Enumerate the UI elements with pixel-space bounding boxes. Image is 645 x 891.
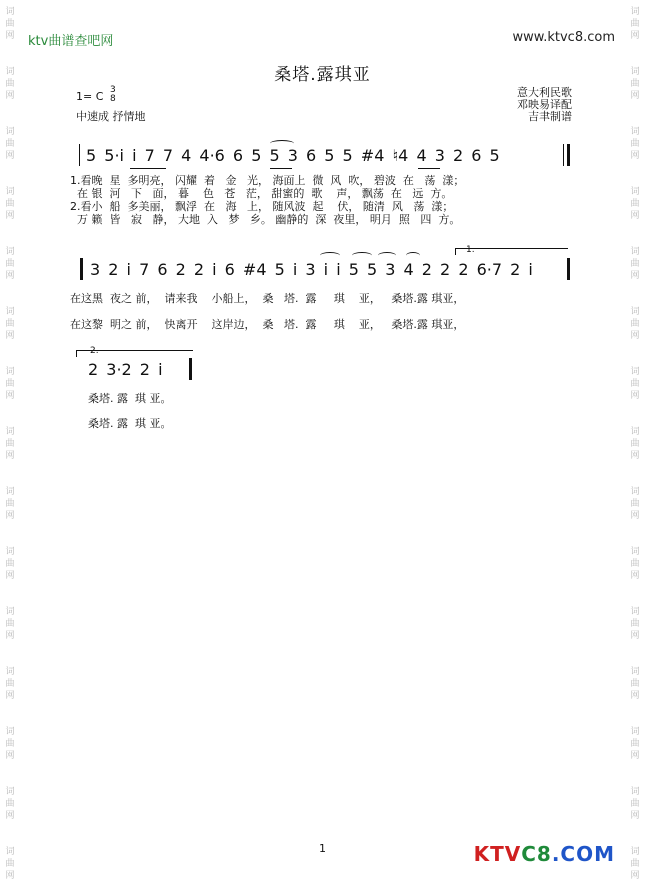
time-signature <box>110 86 116 104</box>
logo-part-ktv: KTV <box>473 842 522 866</box>
watermark-char: 网 <box>630 451 640 461</box>
watermark-char: 词 <box>630 127 640 137</box>
tie-arc <box>270 140 294 147</box>
site-logo <box>474 842 615 866</box>
lyrics-line-1-verse-1a: 1.看晚 星 多明亮， 闪耀 着 金 光， 海面上 微 风 吹， 碧波 在 荡 漾； <box>70 174 465 187</box>
key-signature: 1= C <box>76 90 104 103</box>
watermark-char: 网 <box>630 271 640 281</box>
watermark-char: 词 <box>5 787 15 797</box>
repeat-end-barline <box>567 258 570 280</box>
final-barline <box>189 358 192 380</box>
watermark-char: 词 <box>630 787 640 797</box>
watermark-char: 词 <box>630 847 640 857</box>
watermark-char: 词 <box>5 7 15 17</box>
tie-arc <box>378 252 396 259</box>
lyrics-line-3-verse-2: 桑塔. 露 琪 亚。 <box>88 417 172 430</box>
watermark-char: 词 <box>630 487 640 497</box>
watermark-char: 网 <box>5 151 15 161</box>
watermark-char: 网 <box>630 691 640 701</box>
watermark-block <box>627 606 643 660</box>
watermark-char: 网 <box>5 631 15 641</box>
watermark-char: 曲 <box>5 859 15 869</box>
watermark-char: 网 <box>5 391 15 401</box>
credit-translator: 邓映易译配 <box>517 98 572 111</box>
watermark-char: 网 <box>5 451 15 461</box>
watermark-char: 词 <box>5 727 15 737</box>
lyrics-line-3-verse-1: 桑塔. 露 琪 亚。 <box>88 392 172 405</box>
watermark-char: 曲 <box>5 199 15 209</box>
watermark-char: 网 <box>630 31 640 41</box>
watermark-block <box>627 246 643 300</box>
watermark-block <box>2 6 18 60</box>
watermark-char: 词 <box>5 487 15 497</box>
watermark-block <box>2 546 18 600</box>
watermark-char: 曲 <box>5 319 15 329</box>
watermark-char: 网 <box>630 631 640 641</box>
site-url-right: www.ktvc8.com <box>512 30 615 45</box>
barline <box>79 144 80 166</box>
repeat-start-barline <box>80 258 83 280</box>
watermark-char: 曲 <box>5 139 15 149</box>
watermark-char: 词 <box>630 727 640 737</box>
watermark-char: 曲 <box>5 799 15 809</box>
watermark-block <box>2 486 18 540</box>
watermark-char: 词 <box>630 367 640 377</box>
watermark-char: 曲 <box>630 679 640 689</box>
logo-part-c8: C8 <box>521 842 552 866</box>
watermark-char: 网 <box>5 271 15 281</box>
watermark-char: 网 <box>630 391 640 401</box>
notes-line-1: 5 5·i i 7 7 4 4·6 6 5 5 3 6 5 5 #4 ♮4 4 3 2 6 5 <box>86 146 500 165</box>
watermark-block <box>627 486 643 540</box>
watermark-block <box>2 786 18 840</box>
watermark-char: 词 <box>5 547 15 557</box>
tie-arc <box>320 252 340 259</box>
watermark-char: 网 <box>630 811 640 821</box>
watermark-char: 词 <box>630 427 640 437</box>
song-title: 桑塔.露琪亚 <box>274 65 371 85</box>
watermark-column-left <box>2 0 18 891</box>
watermark-char: 曲 <box>5 79 15 89</box>
watermark-char: 曲 <box>630 79 640 89</box>
watermark-char: 网 <box>5 91 15 101</box>
watermark-char: 网 <box>630 151 640 161</box>
watermark-char: 网 <box>630 751 640 761</box>
page-number: 1 <box>319 842 326 855</box>
lyrics-line-1-verse-1b: 在 银 河 下 面， 暮 色 苍 茫， 甜蜜的 歌 声， 飘荡 在 远 方。 <box>70 187 453 200</box>
watermark-char: 词 <box>630 307 640 317</box>
watermark-block <box>2 666 18 720</box>
watermark-block <box>2 246 18 300</box>
watermark-block <box>627 126 643 180</box>
beam-underline <box>418 168 440 169</box>
watermark-char: 词 <box>630 67 640 77</box>
notes-line-3: 2 3·2 2 i <box>88 360 163 379</box>
watermark-char: 曲 <box>630 19 640 29</box>
watermark-char: 网 <box>5 811 15 821</box>
watermark-char: 网 <box>5 511 15 521</box>
watermark-char: 词 <box>630 187 640 197</box>
lyrics-line-2-verse-2: 在这黎 明之 前， 快离开 这岸边， 桑 塔. 露 琪 亚， 桑塔.露 琪亚， <box>70 318 465 331</box>
watermark-char: 网 <box>630 331 640 341</box>
volta-number-2: 2. <box>90 346 99 356</box>
watermark-char: 网 <box>630 571 640 581</box>
watermark-block <box>627 426 643 480</box>
tie-arc <box>406 252 420 259</box>
watermark-column-right <box>627 0 643 891</box>
watermark-char: 曲 <box>630 799 640 809</box>
watermark-char: 曲 <box>630 319 640 329</box>
watermark-char: 曲 <box>630 739 640 749</box>
site-name-left: ktv曲谱查吧网 <box>28 34 114 49</box>
watermark-block <box>2 126 18 180</box>
watermark-char: 曲 <box>630 619 640 629</box>
beam-underline <box>270 168 292 169</box>
watermark-char: 词 <box>5 427 15 437</box>
watermark-char: 词 <box>630 7 640 17</box>
watermark-block <box>627 186 643 240</box>
watermark-char: 词 <box>5 247 15 257</box>
watermark-char: 曲 <box>5 259 15 269</box>
lyrics-line-2-verse-1: 在这黑 夜之 前， 请来我 小船上， 桑 塔. 露 琪 亚， 桑塔.露 琪亚， <box>70 292 465 305</box>
watermark-char: 曲 <box>630 199 640 209</box>
watermark-block <box>627 6 643 60</box>
watermark-char: 词 <box>5 367 15 377</box>
watermark-char: 词 <box>630 547 640 557</box>
watermark-char: 词 <box>5 127 15 137</box>
watermark-char: 曲 <box>5 499 15 509</box>
watermark-block <box>2 306 18 360</box>
watermark-char: 网 <box>5 211 15 221</box>
watermark-char: 曲 <box>630 559 640 569</box>
watermark-char: 词 <box>630 667 640 677</box>
watermark-char: 词 <box>5 307 15 317</box>
watermark-char: 曲 <box>630 379 640 389</box>
watermark-char: 词 <box>630 607 640 617</box>
watermark-char: 曲 <box>5 739 15 749</box>
time-signature-bottom: 8 <box>110 94 116 104</box>
watermark-char: 词 <box>5 187 15 197</box>
watermark-char: 词 <box>5 607 15 617</box>
watermark-block <box>2 366 18 420</box>
lyrics-line-1-verse-2a: 2.看小 船 多美丽， 飘浮 在 海 上， 随风波 起 伏， 随清 风 荡 漾； <box>70 200 454 213</box>
watermark-char: 词 <box>5 847 15 857</box>
watermark-char: 词 <box>5 67 15 77</box>
lyrics-line-1-verse-2b: 万 籁 皆 寂 静， 大地 入 梦 乡。 幽静的 深 夜里， 明月 照 四 方。 <box>70 213 461 226</box>
watermark-block <box>2 726 18 780</box>
watermark-char: 网 <box>5 571 15 581</box>
barline <box>563 144 564 166</box>
watermark-char: 曲 <box>5 19 15 29</box>
watermark-char: 曲 <box>630 859 640 869</box>
watermark-char: 曲 <box>630 259 640 269</box>
logo-part-com: .COM <box>551 842 615 866</box>
repeat-end-barline <box>567 144 570 166</box>
watermark-char: 曲 <box>5 379 15 389</box>
credit-origin: 意大利民歌 <box>517 86 572 99</box>
watermark-char: 曲 <box>5 619 15 629</box>
watermark-char: 网 <box>630 211 640 221</box>
watermark-char: 网 <box>5 31 15 41</box>
watermark-char: 曲 <box>5 559 15 569</box>
watermark-block <box>2 426 18 480</box>
watermark-char: 曲 <box>5 439 15 449</box>
watermark-block <box>627 306 643 360</box>
watermark-char: 词 <box>5 667 15 677</box>
credit-engraver: 吉聿制谱 <box>528 110 572 123</box>
watermark-char: 网 <box>5 751 15 761</box>
tie-arc <box>352 252 372 259</box>
watermark-char: 网 <box>5 871 15 881</box>
watermark-char: 网 <box>5 331 15 341</box>
time-signature-top: 3 <box>110 85 116 95</box>
watermark-block <box>627 666 643 720</box>
tempo-marking: 中速成 抒情地 <box>76 110 146 123</box>
watermark-block <box>627 546 643 600</box>
watermark-block <box>627 786 643 840</box>
volta-number-1: 1. <box>466 245 475 255</box>
watermark-char: 网 <box>5 691 15 701</box>
notes-line-2: 3 2 i 7 6 2 2 i 6 #4 5 i 3 i i 5 5 3 4 2 2 2 6·7 2 i <box>90 260 533 279</box>
beam-underline <box>130 168 166 169</box>
watermark-block <box>2 606 18 660</box>
watermark-char: 词 <box>630 247 640 257</box>
watermark-block <box>627 726 643 780</box>
watermark-char: 曲 <box>630 499 640 509</box>
watermark-char: 曲 <box>630 139 640 149</box>
watermark-block <box>627 366 643 420</box>
watermark-char: 网 <box>630 871 640 881</box>
watermark-char: 网 <box>630 511 640 521</box>
watermark-char: 曲 <box>630 439 640 449</box>
watermark-char: 曲 <box>5 679 15 689</box>
watermark-block <box>2 186 18 240</box>
watermark-char: 网 <box>630 91 640 101</box>
